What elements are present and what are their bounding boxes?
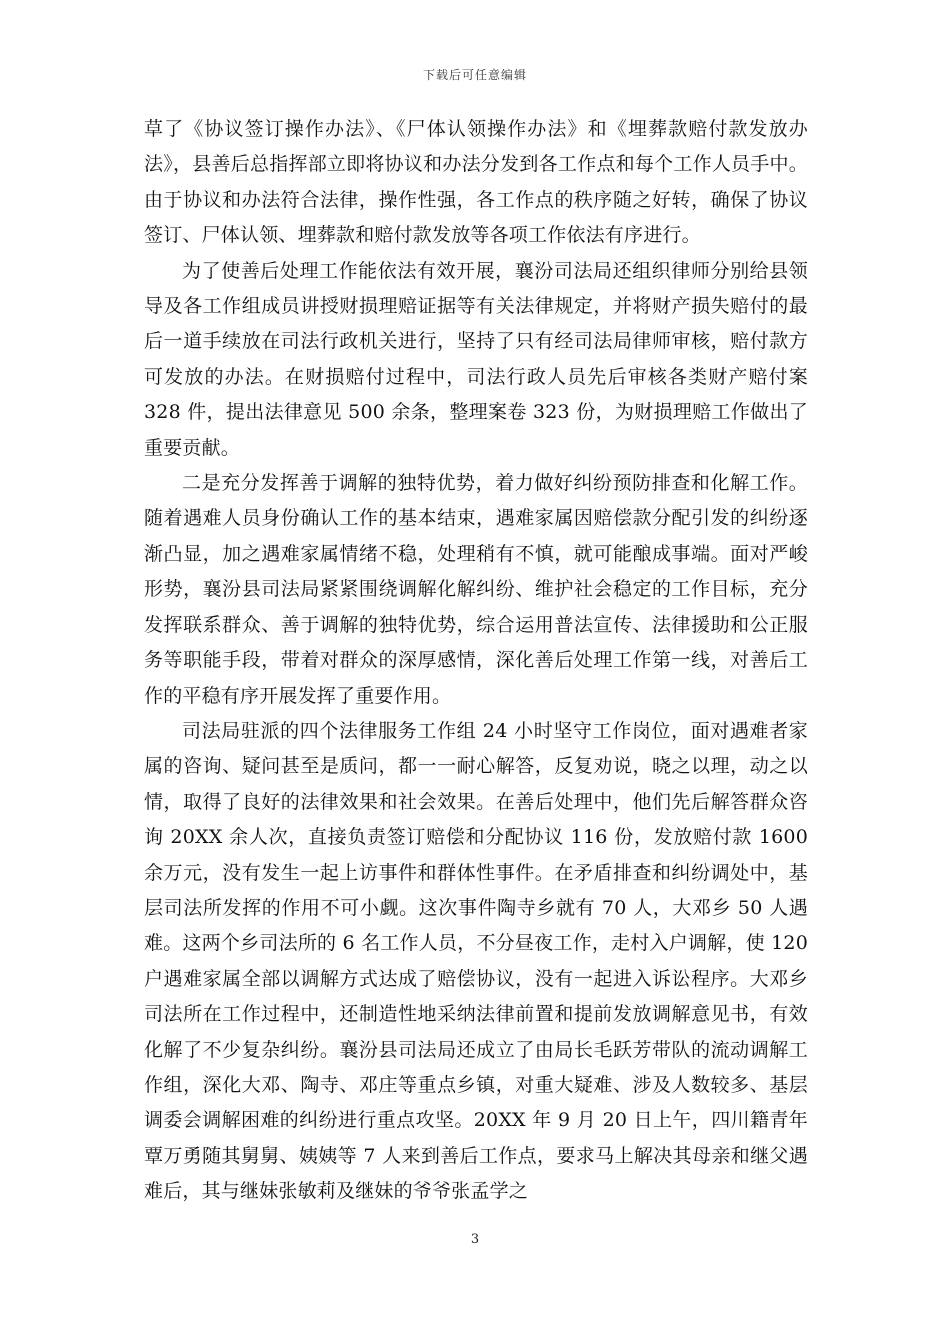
page-number: 3 xyxy=(470,1232,480,1247)
paragraph-mediation-advantage: 二是充分发挥善于调解的独特优势，着力做好纠纷预防排查和化解工作。随着遇难人员身份确认工作的基本结束，遇难家属因赔偿款分配引发的纠纷逐渐凸显，加之遇难家属情绪不稳，处理稍有不慎，就可能酿成事端。面对严峻形势，襄汾县司法局紧紧围绕调解化解纠纷、维护社会稳定的工作目标，充分发挥联系群众、善于调解的独特优势，综合运用普法宣传、法律援助和公正服务等职能手段，带着对群众的深厚感情，深化善后处理工作第一线，对善后工作的平稳有序开展发挥了重要作用。 xyxy=(144,472,808,707)
paragraph-legal-service-groups: 司法局驻派的四个法律服务工作组 24 小时坚守工作岗位，面对遇难者家属的咨询、疑问甚至是质问，都一一耐心解答，反复劝说，晓之以理，动之以情，取得了良好的法律效果和社会效果。在善后处理中，他们先后解答群众咨询 20XX 余人次，直接负责签订赔偿和分配协议 116 份，发放赔付款 1600 余万元，没有发生一起上访事件和群体性事件。在矛盾排查和纠纷调处中，基层司法所发挥的作用不可小觑。这次事件陶寺乡就有 70 人，大邓乡 50 人遇难。这两个乡司法所的 6 名工作人员，不分昼夜工作，走村入户调解，使 120 户遇难家属全部以调解方式达成了赔偿协议，没有一起进入诉讼程序。大邓乡司法所在工作过程中，还制造性地采纳法律前置和提前发放调解意见书，有效化解了不少复杂纠纷。襄汾县司法局还成立了由局长毛跃芳带队的流动调解工作组，深化大邓、陶寺、邓庄等重点乡镇，对重大疑难、涉及人数较多、基层调委会调解困难的纠纷进行重点攻坚。20XX 年 9 月 20 日上午，四川籍青年覃万勇随其舅舅、姨姨等 7 人来到善后工作点，要求马上解决其母亲和继父遇难后，其与继妹张敏莉及继妹的爷爷张孟学之 xyxy=(144,719,808,1203)
body-text xyxy=(144,112,808,1210)
paragraph-legal-training: 为了使善后处理工作能依法有效开展，襄汾司法局还组织律师分别给县领导及各工作组成员讲授财损理赔证据等有关法律规定，并将财产损失赔付的最后一道手续放在司法行政机关进行，坚持了只有经司法局律师审核，赔付款方可发放的办法。在财损赔付过程中，司法行政人员先后审核各类财产赔付案 328 件，提出法律意见 500 余条，整理案卷 323 份，为财损理赔工作做出了重要贡献。 xyxy=(144,259,808,459)
paragraph-continuation: 草了《协议签订操作办法》、《尸体认领操作办法》和《埋葬款赔付款发放办法》，县善后总指挥部立即将协议和办法分发到各工作点和每个工作人员手中。由于协议和办法符合法律，操作性强，各工作点的秩序随之好转，确保了协议签订、尸体认领、埋葬款和赔付款发放等各项工作依法有序进行。 xyxy=(144,118,808,247)
download-note: 下载后可任意编辑 xyxy=(422,68,527,82)
